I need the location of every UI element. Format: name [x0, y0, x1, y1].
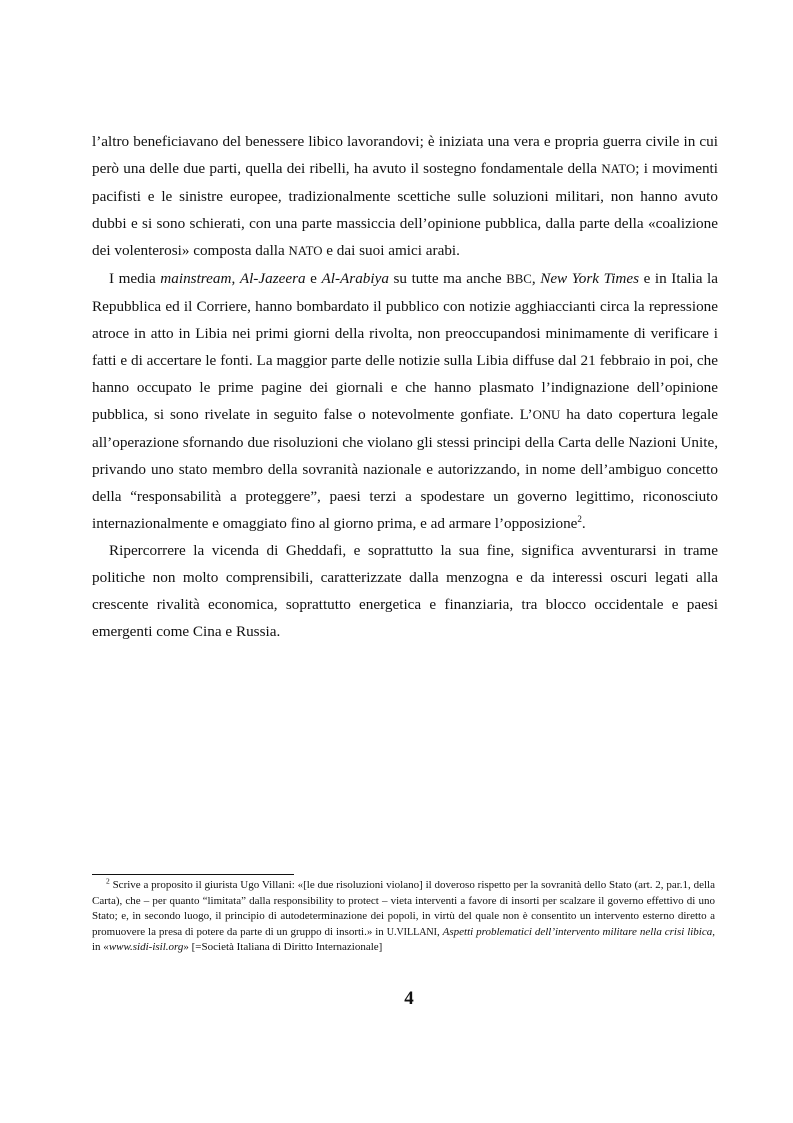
footnote-segment: , in « [92, 925, 715, 954]
italic-term: Al-Jazeera [239, 270, 306, 287]
paragraph-2-text: e [305, 270, 322, 287]
paragraph-2-text: su tutte ma anche [388, 270, 507, 287]
footnote [92, 878, 715, 956]
acronym-bbc: BBC [506, 272, 532, 286]
acronym-onu: ONU [532, 408, 561, 422]
footnote-segment: , [436, 925, 443, 938]
paragraph-2-text: , [531, 270, 541, 287]
footnote-text [92, 878, 715, 956]
footnote-reference[interactable]: 2 [577, 513, 582, 524]
main-text [92, 128, 718, 645]
paragraph-2-text: . [581, 515, 586, 532]
paragraph-continuation [92, 128, 718, 265]
paragraph-2-text: I media [109, 270, 161, 287]
paragraph-gheddafi [92, 537, 718, 645]
author-name: U.VILLANI [386, 926, 437, 938]
paragraph-1-text: ; i movimenti pacifisti e le sinistre europee, tradizionalmente scettiche sulle soluzioni militari, non hanno avuto dubbi e si sono schierati, con una parte massiccia dell’opinione pubblica, dalla parte della «coalizione dei volenterosi» composta dalla [92, 160, 719, 259]
paragraph-3-text: Ripercorrere la vicenda di Gheddafi, e soprattutto la sua fine, significa avventurarsi in trame politiche non molto comprensibili, caratterizzate dalla menzogna e da interessi oscuri legati alla crescente rivalità economica, soprattutto energetica e finanziaria, tra blocco occidentale e paesi emergenti come Cina e Russia. [92, 542, 718, 640]
italic-term: Al-Arabiya [321, 270, 389, 287]
cited-website[interactable]: www.sidi-isil.org [108, 941, 184, 954]
paragraph-2-text: e in Italia la Repubblica ed il Corriere, hanno bombardato il pubblico con notizie agghiaccianti circa la repressione atroce in atto in Libia nei primi giorni della rivolta, non preoccupandosi minimamente di verificare i fatti e di accertare le fonti. La maggior parte delle notizie sulla Libia diffuse dal 21 febbraio in poi, che hanno occupato le prime pagine dei giornali e che hanno plasmato l’indignazione dell’opinione pubblica, si sono rivelate in seguito false o notevolmente gonfiate. L’ [92, 270, 719, 423]
paragraph-2-text: , [231, 270, 240, 287]
paragraph-media [92, 265, 718, 537]
paragraph-1-text: e dai suoi amici arabi. [322, 242, 460, 259]
paragraph-1-text: l’altro beneficiavano del benessere libico lavorandovi; è iniziata una vera e propria guerra civile in cui però una delle due parti, quella dei ribelli, ha avuto il sostegno fondamentale della [92, 133, 718, 177]
footnote-divider [92, 874, 294, 875]
italic-term: New York Times [540, 270, 640, 287]
cited-title: Aspetti problematici dell’intervento militare nella crisi libica [442, 925, 713, 938]
footnote-segment: Scrive a proposito il giurista Ugo Villani: «[le due risoluzioni violano] il doveroso rispetto per la sovranità dello Stato (art. 2, par.1, della Carta), che – per quanto “limitata” dalla responsibility to protect – vieta interventi a favore di insorti per scalzare il governo effettivo di uno Stato; e, in secondo luogo, il principio di autodeterminazione dei popoli, in virtù del quale non è consentito un intervento esterno diretto a promuovere la presa di potere da parte di un gruppo di insorti.» in [92, 879, 715, 938]
page-number: 4 [404, 988, 414, 1009]
paragraph-2-text: ha dato copertura legale all’operazione sfornando due risoluzioni che violano gli stessi principi della Carta delle Nazioni Unite, privando uno stato membro della sovranità nazionale e autorizzando, in nome dell’ambiguo concetto della “responsabilità a proteggere”, paesi terzi a spodestare un governo legittimo, riconosciuto internazionalmente e omaggiato fino al giorno prima, e ad armare l’opposizione [92, 406, 718, 532]
italic-term: mainstream [160, 270, 232, 287]
footnote-marker: 2 [106, 876, 110, 886]
acronym-nato: NATO [288, 244, 323, 258]
acronym-nato: NATO [601, 162, 636, 176]
footnote-segment: » [=Società Italiana di Diritto Internazionale] [183, 941, 383, 954]
